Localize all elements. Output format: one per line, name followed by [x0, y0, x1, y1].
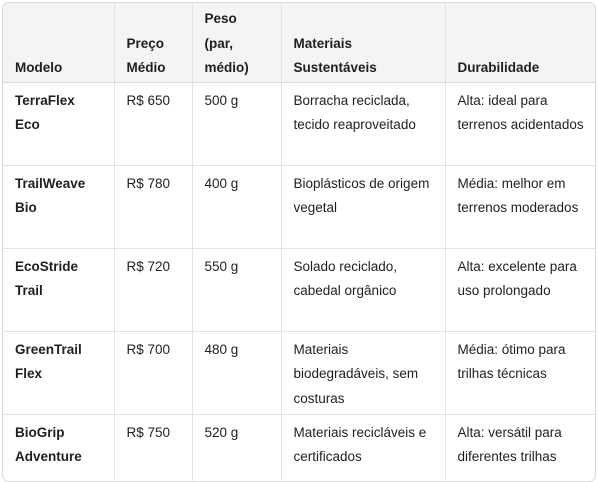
cell-materiais: Borracha reciclada, tecido reaproveitado: [281, 82, 445, 165]
table-row: [3, 331, 596, 414]
cell-durabilidade: Média: ótimo para trilhas técnicas: [445, 331, 596, 414]
table-row: [3, 165, 596, 248]
header-durabilidade: Durabilidade: [445, 3, 596, 82]
cell-modelo: BioGrip Adventure: [3, 414, 114, 482]
cell-preco: R$ 780: [114, 165, 192, 248]
comparison-table: [3, 3, 596, 482]
cell-durabilidade: Alta: versátil para diferentes trilhas: [457, 424, 562, 464]
cell-materiais: Solado reciclado, cabedal orgânico: [281, 248, 445, 331]
cell-modelo: EcoStride Trail: [3, 248, 114, 331]
cell-materiais: Bioplásticos de origem vegetal: [281, 165, 445, 248]
table-body: [3, 82, 596, 482]
header-preco-medio: Preço Médio: [114, 3, 192, 82]
cell-durabilidade: Alta: ideal para terrenos acidentados: [445, 82, 596, 165]
cell-peso: 480 g: [192, 331, 281, 414]
comparison-table-container: [2, 2, 596, 482]
header-modelo: Modelo: [3, 3, 114, 82]
cell-preco: R$ 720: [114, 248, 192, 331]
cell-durabilidade: Média: melhor em terrenos moderados: [445, 165, 596, 248]
header-row: [3, 3, 596, 82]
header-materiais: Materiais Sustentáveis: [281, 3, 445, 82]
table-header: [3, 3, 596, 82]
cell-peso: 400 g: [192, 165, 281, 248]
table-row: [3, 414, 596, 482]
cell-peso: 500 g: [192, 82, 281, 165]
cell-durabilidade: Alta: excelente para uso prolongado: [445, 248, 596, 331]
cell-peso: 520 g: [192, 414, 281, 482]
cell-modelo: TerraFlex Eco: [3, 82, 114, 165]
cell-preco: R$ 650: [114, 82, 192, 165]
cell-materiais: Materiais biodegradáveis, sem costuras: [281, 331, 445, 414]
table-row: [3, 248, 596, 331]
cell-modelo: TrailWeave Bio: [3, 165, 114, 248]
cell-preco: R$ 700: [114, 331, 192, 414]
table-row: [3, 82, 596, 165]
cell-modelo: GreenTrail Flex: [3, 331, 114, 414]
cell-peso: 550 g: [192, 248, 281, 331]
cell-materiais: Materiais recicláveis e certificados: [281, 414, 445, 482]
cell-preco: R$ 750: [114, 414, 192, 482]
header-peso: Peso (par, médio): [192, 3, 281, 82]
